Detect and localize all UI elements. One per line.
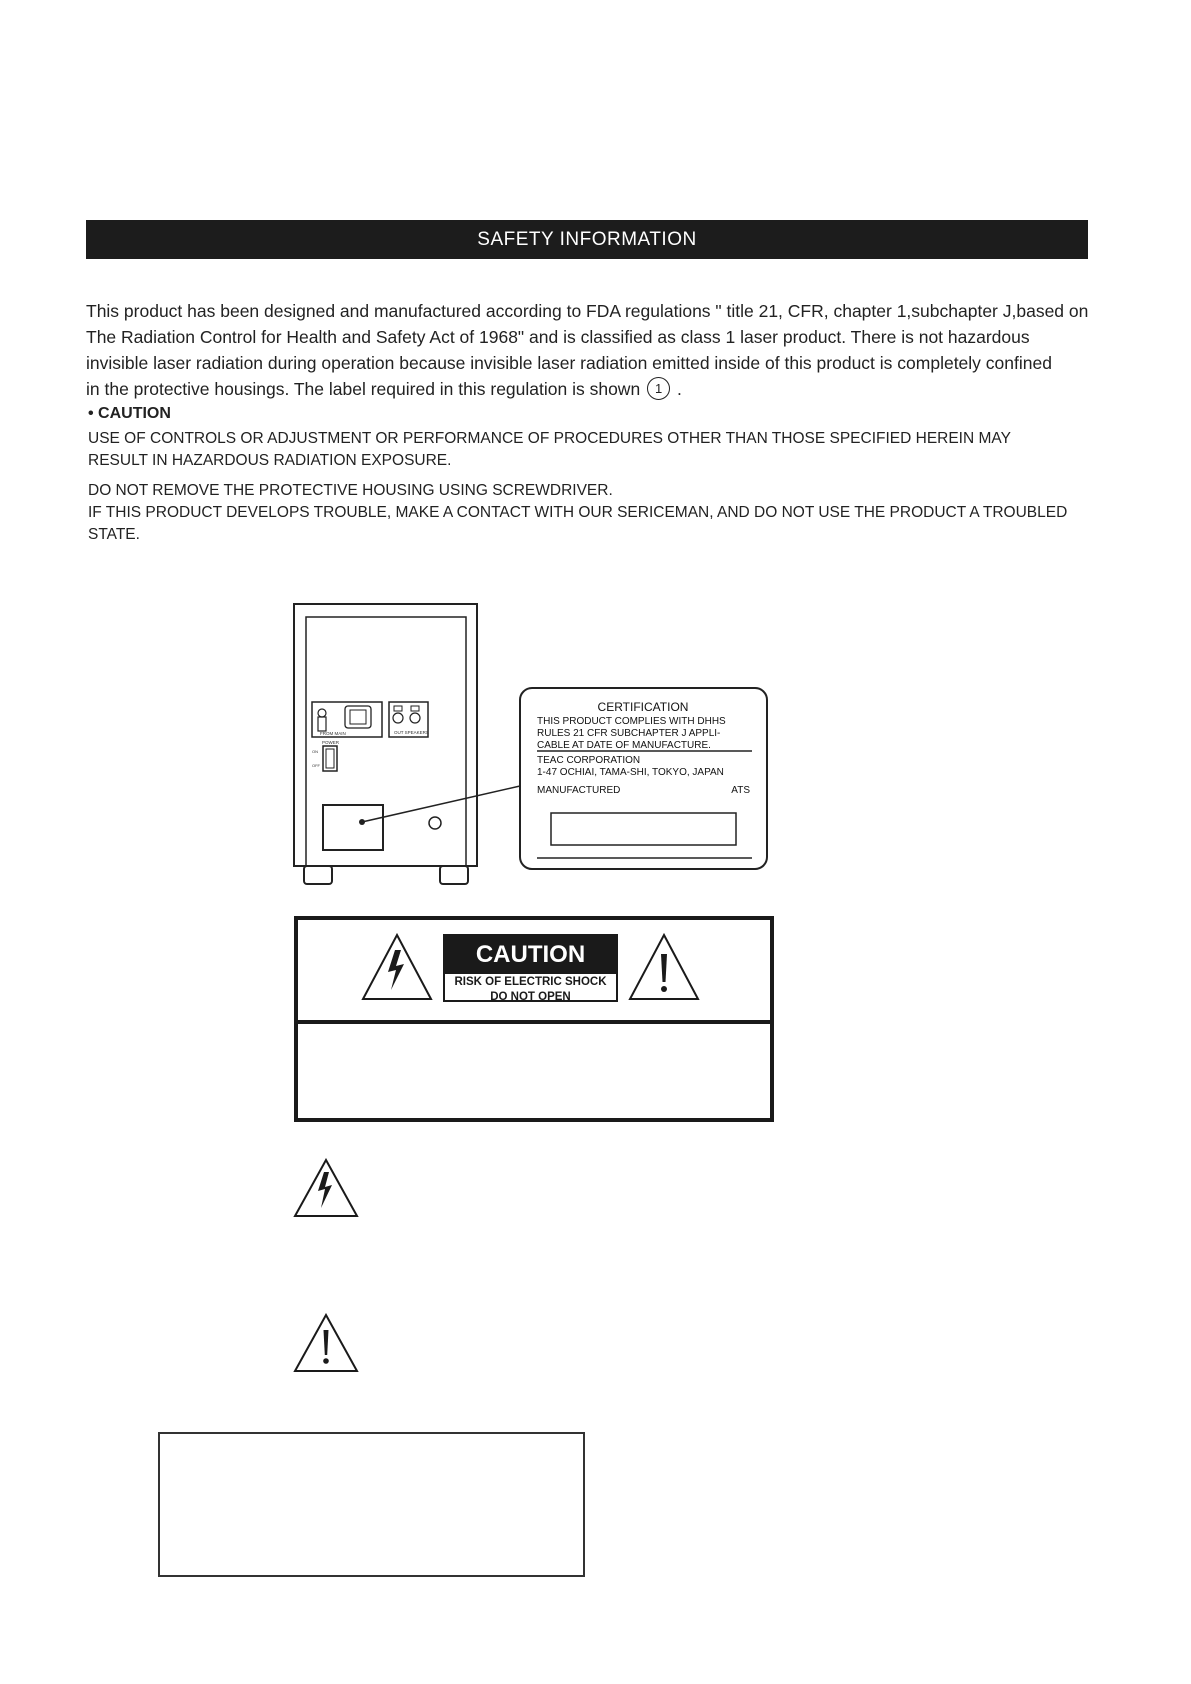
intro-line: This product has been designed and manufactured according to FDA regulations " title 21, CFR, chapter 1,subchapter J,based on [86,301,1089,321]
cert-ats: ATS [731,785,750,796]
cert-company: TEAC CORPORATION [537,755,641,766]
cert-address: 1-47 OCHIAI, TAMA-SHI, TOKYO, JAPAN [537,767,724,778]
speaker-terminal-label: OUT SPEAKERS [394,730,429,735]
warning-line: IF THIS PRODUCT DEVELOPS TROUBLE, MAKE A CONTACT WITH OUR SERICEMAN, AND DO NOT USE THE PRODUCT A TROUBLED [88,504,1068,521]
foot-right [440,866,468,884]
exclamation-warning-icon [627,932,701,1002]
warning-line: RESULT IN HAZARDOUS RADIATION EXPOSURE. [88,451,452,469]
intro-line-text: in the protective housings. The label required in this regulation is shown [86,379,641,399]
exclamation-symbol-icon [293,1313,359,1373]
caution-subtitle: DO NOT OPEN [490,991,571,1003]
section-title: SAFETY INFORMATION [477,229,697,250]
label-reference-number: 1 [647,377,670,400]
cert-line: THIS PRODUCT COMPLIES WITH DHHS [537,716,726,727]
caution-heading: • CAUTION [88,405,171,422]
intro-line: The Radiation Control for Health and Safety Act of 1968" and is classified as class 1 laser product. There is not hazardous [86,327,1030,347]
warning-line: USE OF CONTROLS OR ADJUSTMENT OR PERFORMANCE OF PROCEDURES OTHER THAN THOSE SPECIFIED HEREIN MAY [88,430,1011,447]
input-terminal-label: FROM MAIN [320,731,346,736]
power-on-label: ON [312,749,318,754]
cert-title: CERTIFICATION [597,700,689,714]
leader-line [362,786,520,822]
intro-line: invisible laser radiation during operation because invisible laser radiation emitted inside of this product is completely confined [86,353,1052,373]
cert-manufactured: MANUFACTURED [537,785,621,796]
screw-icon [429,817,441,829]
warning-line: DO NOT REMOVE THE PROTECTIVE HOUSING USING SCREWDRIVER. [88,482,613,499]
jack-icon [318,709,326,717]
power-switch [323,746,337,771]
caution-sticker-top [298,920,770,1024]
intro-line-end: . [676,379,682,399]
blank-notice-box [158,1432,585,1577]
cert-line: RULES 21 CFR SUBCHAPTER J APPLI- [537,728,721,739]
foot-left [304,866,332,884]
input-socket [345,706,371,728]
warning-line: STATE. [88,525,140,543]
caution-subtitle: RISK OF ELECTRIC SHOCK [454,976,607,988]
caution-title: CAUTION [445,936,616,974]
speaker-post-icon [393,713,403,723]
lightning-warning-icon [360,932,434,1002]
power-label: POWER [322,740,340,745]
power-off-label: OFF [312,763,320,768]
lightning-symbol-icon [293,1158,359,1218]
label-area [323,805,383,850]
speaker-post-icon [410,713,420,723]
caution-label [443,934,618,1002]
cert-line: CABLE AT DATE OF MANUFACTURE. [537,740,711,751]
caution-sticker [294,916,774,1122]
